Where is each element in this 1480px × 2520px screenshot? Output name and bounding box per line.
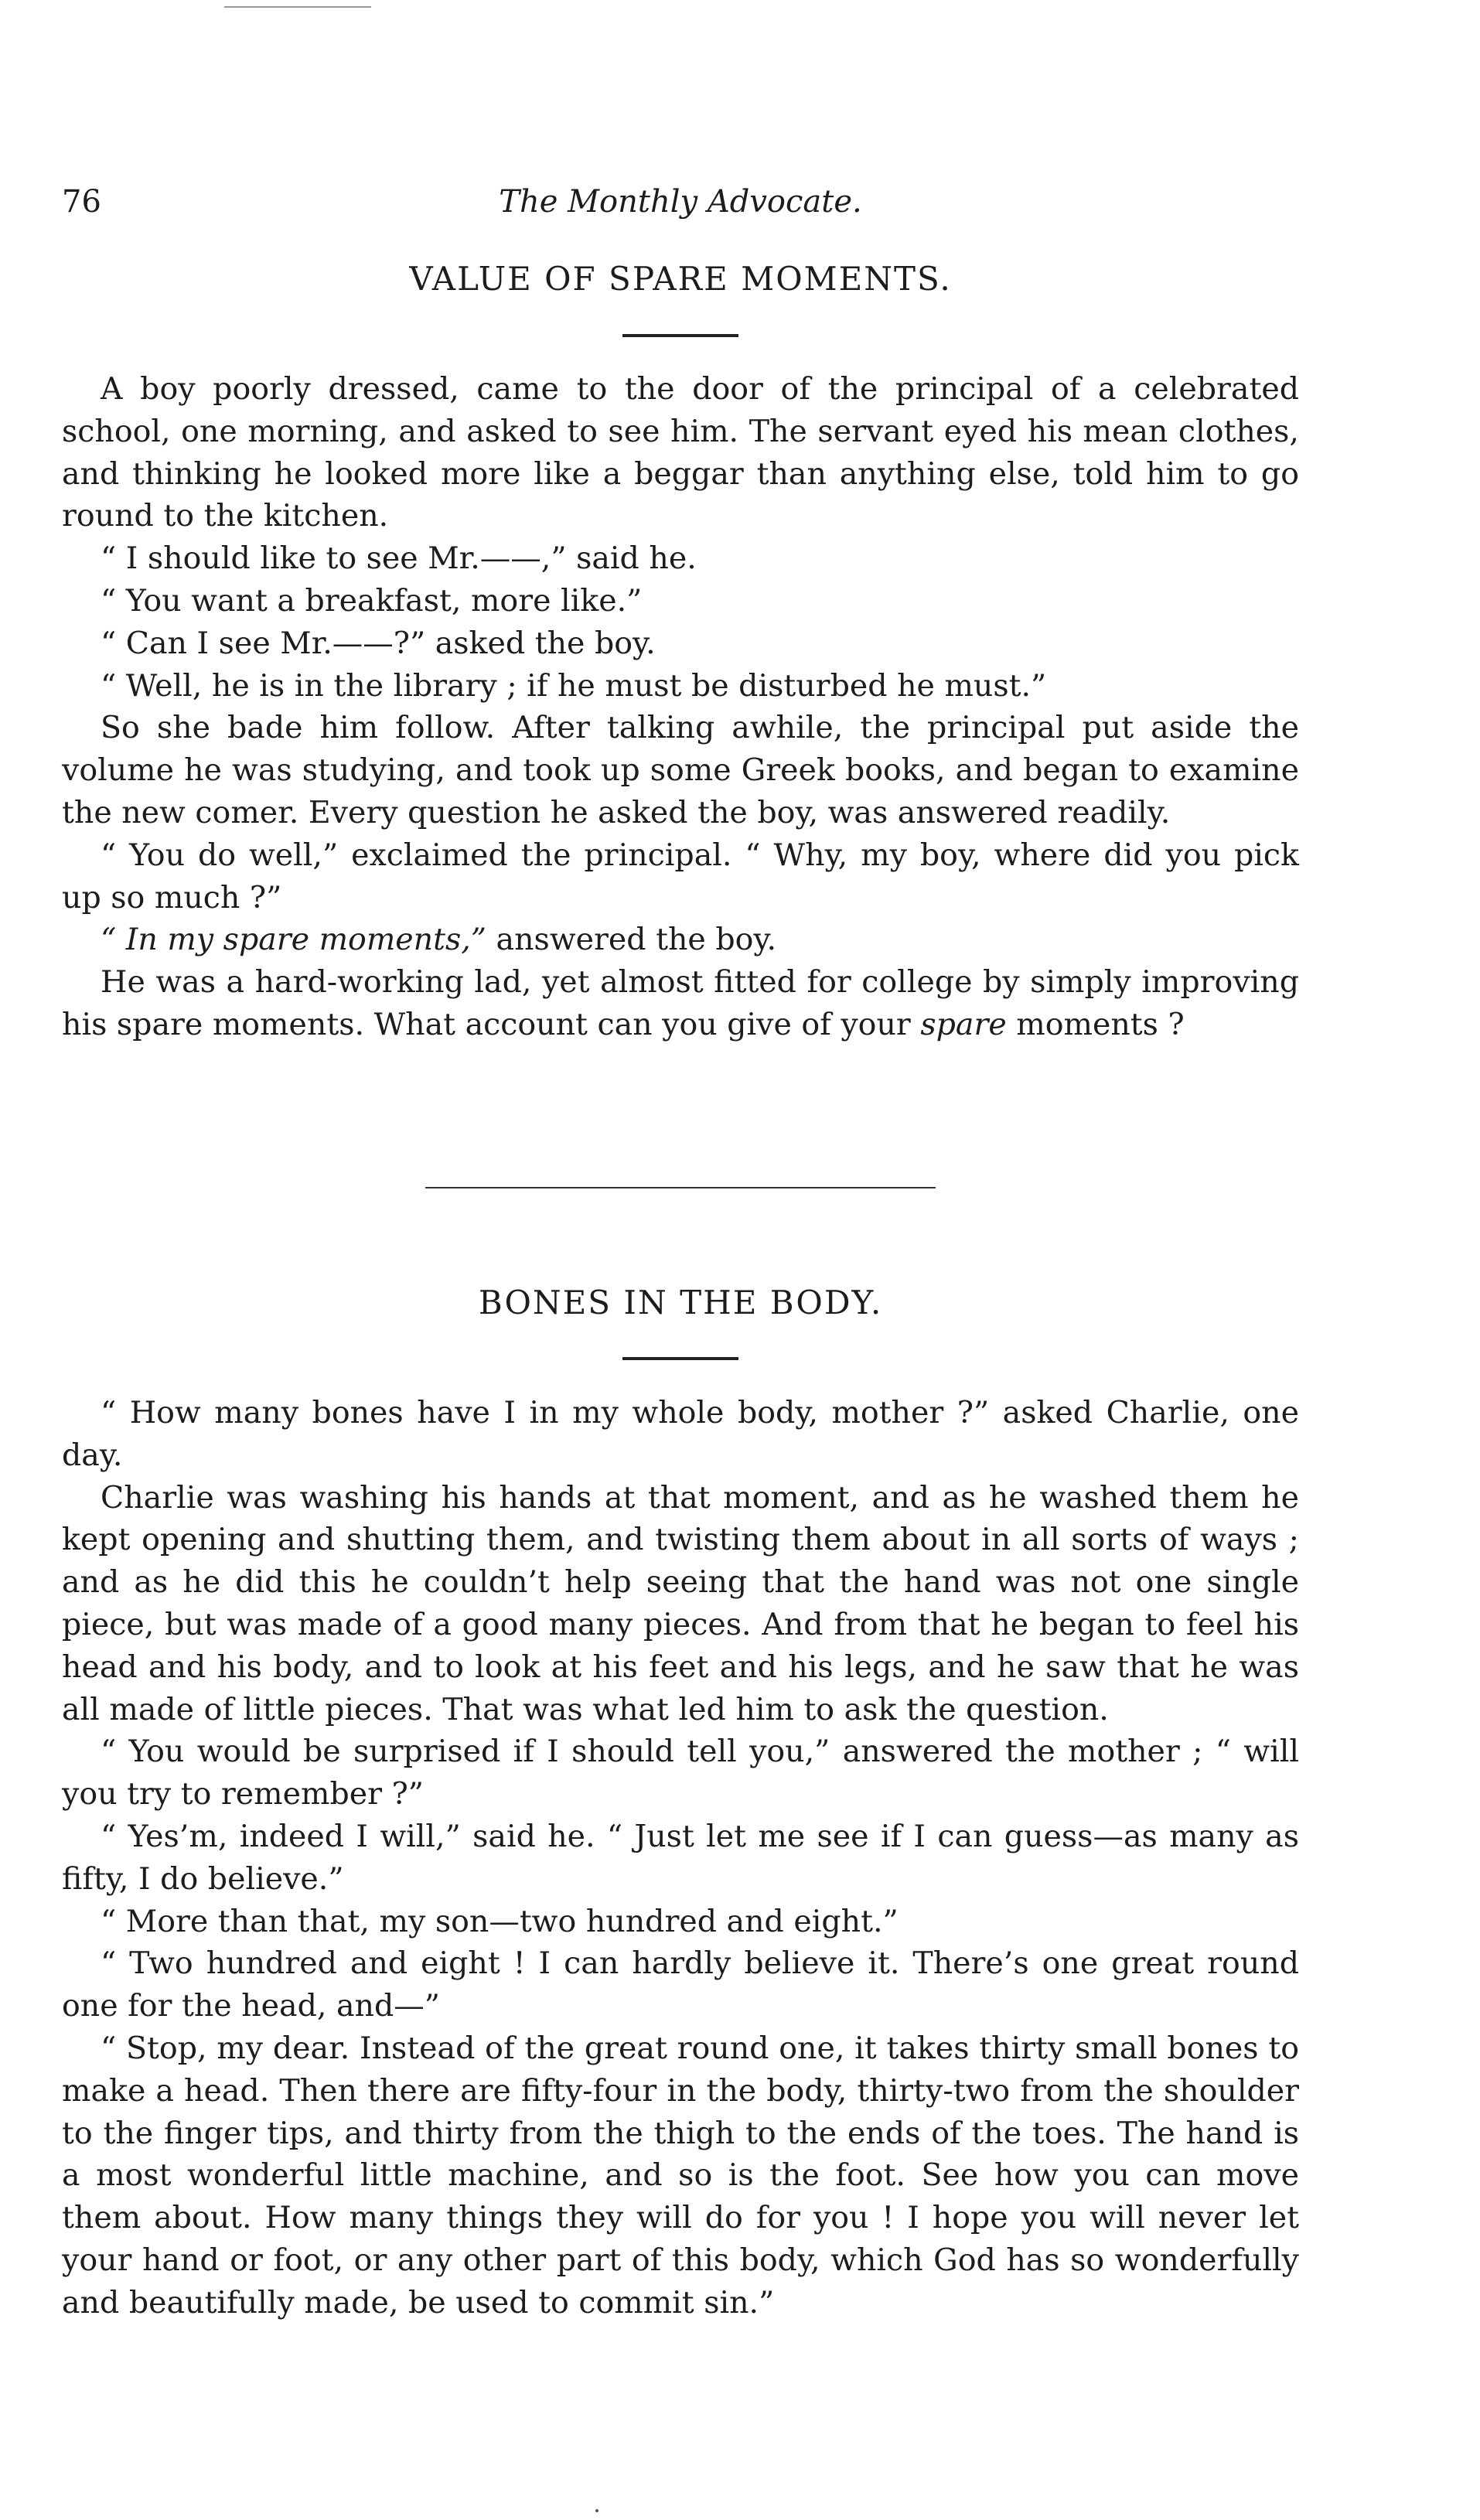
paragraph: “ Can I see Mr.——?” asked the boy.: [101, 625, 656, 661]
paragraph: A boy poorly dressed, came to the door of the principal of a celebrated school, one morning, and asked to see him. The servant eyed his mean clothes, and thinking he looked more like a beggar than anything else, told him to go round to the kitchen.: [62, 371, 1299, 534]
paragraph: [62, 919, 1299, 961]
title-rule: [622, 1357, 738, 1360]
paragraph: “ How many bones have I in my whole body, mother ?” asked Charlie, one day.: [62, 1395, 1299, 1473]
paragraph: So she bade him follow. After talking awhile, the principal put aside the volume he was studying, and took up some Greek books, and began to examine the new comer. Every question he asked the boy, was answered readily.: [62, 710, 1299, 830]
paragraph: “ Two hundred and eight ! I can hardly believe it. There’s one great round one for the head, and—”: [62, 1945, 1299, 2024]
paragraph: “ Well, he is in the library ; if he must be disturbed he must.”: [101, 667, 1047, 704]
text-run: answered the boy.: [486, 922, 777, 958]
top-rule: [224, 6, 371, 8]
article-title-spare-moments: VALUE OF SPARE MOMENTS.: [409, 260, 952, 298]
paragraph: “ Stop, my dear. Instead of the great round one, it takes thirty small bones to make a head. Then there are fifty-four in the body, thirty-two from the shoulder to the finger tips, and thirty from the thigh to the ends of the toes. The hand is a most wonderful little machine, and so is the foot. See how you can move them about. How many things they will do for you ! I hope you will never let your hand or foot, or any other part of this body, which God has so wonderfully and beautifully made, be used to commit sin.”: [62, 2030, 1299, 2321]
running-title: The Monthly Advocate.: [499, 184, 862, 220]
paragraph: “ Yes’m, indeed I will,” said he. “ Just let me see if I can guess—as many as fifty, I do believe.”: [62, 1818, 1299, 1897]
paragraph: “ You do well,” exclaimed the principal. “ Why, my boy, where did you pick up so much ?”: [62, 837, 1299, 916]
article-spare-moments: [62, 368, 1299, 1046]
paragraph: Charlie was washing his hands at that moment, and as he washed them he kept opening and shutting them, and twisting them about in all sorts of ways ; and as he did this he couldn’t help seeing that the hand was not one single piece, but was made of a good many pieces. And from that he began to feel his head and his body, and to look at his feet and his legs, and he saw that he was all made of little pieces. That was what led him to ask the question.: [62, 1479, 1299, 1727]
paragraph: “ I should like to see Mr.——,” said he.: [101, 540, 697, 577]
paragraph: “ More than that, my son—two hundred and eight.”: [101, 1903, 899, 1939]
print-speck: [595, 2509, 598, 2512]
paragraph: “ You want a breakfast, more like.”: [101, 582, 643, 619]
page-header: [62, 184, 1299, 230]
italic-phrase: “ In my spare moments,”: [101, 922, 486, 958]
section-divider: [425, 1187, 936, 1188]
title-rule: [622, 334, 738, 337]
italic-word: spare: [920, 1006, 1007, 1042]
text-run: He was a hard-working lad, yet almost fitted for college by simply improving his spare moments. What account can you give of your: [62, 964, 1299, 1042]
paragraph: [62, 961, 1299, 1046]
page: [62, 0, 1299, 2520]
article-bones: [62, 1392, 1299, 2324]
paragraph: “ You would be surprised if I should tell you,” answered the mother ; “ will you try to remember ?”: [62, 1734, 1299, 1812]
page-number: 76: [62, 184, 101, 220]
text-run: moments ?: [1006, 1006, 1185, 1042]
article-title-bones: BONES IN THE BODY.: [478, 1284, 883, 1321]
